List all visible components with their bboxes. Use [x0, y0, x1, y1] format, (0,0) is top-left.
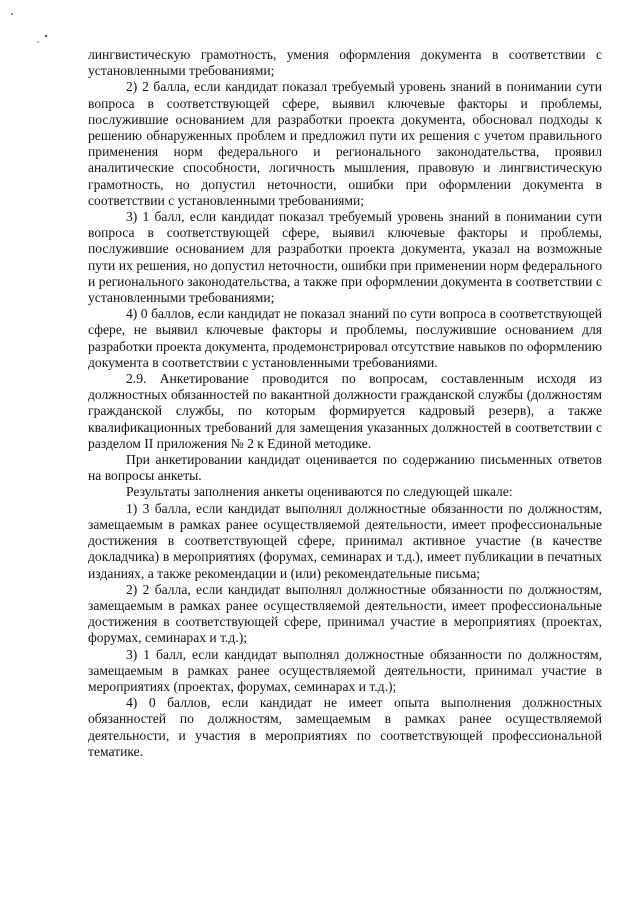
paragraph-survey-score-0: 4) 0 баллов, если кандидат не имеет опыта выполнения должностных обязанностей по должностям, замещаемым в рамках ранее осуществляемой деятельности, и участия в мероприятиях по соответствующей профессиональной тематике. — [88, 695, 602, 759]
paragraph-survey-score-3: 1) 3 балла, если кандидат выполнял должностные обязанности по должностям, замещаемым в рамках ранее осуществляемой деятельности, имеет профессиональные достижения в соответствующей сфере, принимал активное участие (в качестве докладчика) в мероприятиях (форумах, семинарах и т.д.), имеет публикации в печатных изданиях, а также рекомендации и (или) рекомендательные письма; — [88, 500, 602, 581]
paragraph-survey-score-1: 3) 1 балл, если кандидат выполнял должностные обязанности по должностям, замещаемым в рамках ранее осуществляемой деятельности, принимал участие в мероприятиях (проектах, форумах, семинарах и т.д.); — [88, 646, 602, 694]
paragraph-section-2-9: 2.9. Анкетирование проводится по вопросам, составленным исходя из должностных обязанностей по вакантной должности гражданской службы (должностям гражданской службы, по которым формируется кадровый резерв), а также квалификационных требований для замещения указанных должностей в соответствии с разделом II приложения № 2 к Единой методике. — [88, 371, 602, 451]
paragraph-survey-evaluation: При анкетировании кандидат оценивается по содержанию письменных ответов на вопросы анкеты. — [88, 452, 602, 484]
paragraph-score-2: 2) 2 балла, если кандидат показал требуемый уровень знаний в понимании сути вопроса в соответствующей сфере, выявил ключевые факторы и проблемы, послужившие основанием для разработки проекта документа, обосновал подходы к решению обнаруженных проблем и предложил пути их решения с учетом правильного применения норм федерального и регионального законодательства, проявил аналитические способности, логичность мышления, правовую и лингвистическую грамотность, но допустил неточности, ошибки при оформлении документа в соответствии с установленными требованиями; — [88, 79, 602, 208]
paragraph-survey-score-2: 2) 2 балла, если кандидат выполнял должностные обязанности по должностям, замещаемым в рамках ранее осуществляемой деятельности, имеет профессиональные достижения в соответствующей сфере, принимал участие в мероприятиях (проектах, форумах, семинарах и т.д.); — [88, 581, 602, 646]
paragraph-survey-scale: Результаты заполнения анкеты оцениваются по следующей шкале: — [126, 484, 513, 500]
paragraph-score-0: 4) 0 баллов, если кандидат не показал знаний по сути вопроса в соответствующей сфере, не выявил ключевые факторы и проблемы, послужившие основанием для разработки проекта документа, продемонстрировал отсутствие навыков по оформлению документа в соответствии с установленными требованиями. — [88, 306, 602, 370]
paragraph-continuation: лингвистическую грамотность, умения оформления документа в соответствии с установленными требованиями; — [88, 47, 602, 79]
scan-specks — [0, 0, 60, 50]
paragraph-score-1: 3) 1 балл, если кандидат показал требуемый уровень знаний в понимании сути вопроса в соответствующей сфере, выявил ключевые факторы и проблемы, послужившие основанием для разработки проекта документа, указал на возможные пути их решения, но допустил неточности, ошибки при применении норм федерального и регионального законодательства, а также при оформлении документа в соответствии с установленными требованиями; — [88, 209, 602, 306]
document-body — [88, 47, 602, 760]
